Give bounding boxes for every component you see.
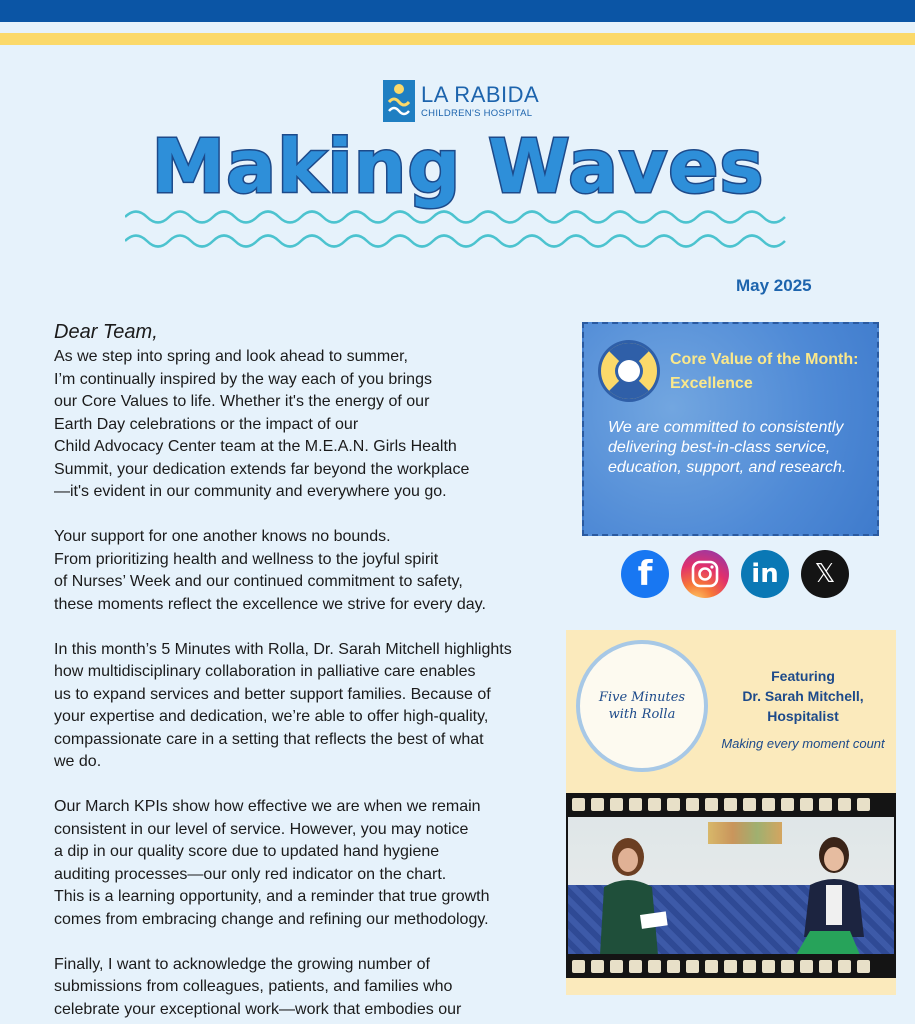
- five-minutes-feature[interactable]: [566, 630, 896, 995]
- feature-person-role: Hospitalist: [767, 708, 839, 724]
- core-value-heading: Core Value of the Month:: [670, 351, 859, 368]
- paragraph: [54, 954, 554, 1022]
- text-line: Earth Day celebrations or the impact of our: [54, 415, 359, 433]
- hospital-logo: [383, 80, 539, 122]
- greeting: Dear Team,: [54, 321, 158, 343]
- lifebuoy-icon: [596, 338, 662, 404]
- feature-tagline: Making every moment count: [721, 736, 885, 751]
- text-line: our Core Values to life. Whether it's the energy of our: [54, 393, 430, 410]
- facebook-icon[interactable]: f: [621, 550, 669, 598]
- newsletter-title: Making Waves: [151, 124, 765, 210]
- text-line: your expertise and dedication, we’re able to offer high-quality,: [54, 708, 489, 725]
- x-icon[interactable]: 𝕏: [801, 550, 849, 598]
- letter-body: [54, 320, 554, 1024]
- text-line: us to expand services and better support families. Because of: [54, 685, 491, 703]
- text-line: consistent in our level of service. However, you may notice: [54, 820, 469, 838]
- paragraph: [54, 639, 554, 774]
- text-line: Your support for one another knows no bounds.: [54, 528, 391, 545]
- core-value-card: [582, 322, 879, 536]
- badge-line: Five Minutes: [598, 690, 686, 705]
- logo-icon: [383, 80, 415, 122]
- accent-stripe: [0, 33, 915, 45]
- text-line: Finally, I want to acknowledge the growing number of: [54, 955, 430, 973]
- text-line: submissions from colleagues, patients, and families who: [54, 978, 453, 995]
- text-line: Our March KPIs show how effective we are when we remain: [54, 798, 481, 815]
- feature-person-name: Dr. Sarah Mitchell,: [742, 688, 864, 704]
- text-line: comes from embracing change and refining our methodology.: [54, 910, 489, 928]
- paragraph: [54, 346, 554, 504]
- social-links: [621, 550, 849, 598]
- text-line: In this month’s 5 Minutes with Rolla, Dr. Sarah Mitchell highlights: [54, 640, 512, 658]
- filmstrip: [566, 793, 896, 978]
- text-line: a dip in our quality score due to updated hand hygiene: [54, 843, 440, 860]
- text-line: Summit, your dedication extends far beyond the workplace: [54, 460, 470, 478]
- paragraph: [54, 796, 554, 931]
- interview-photo: [568, 817, 894, 954]
- waves-decoration: [125, 205, 790, 259]
- text-line: we do.: [54, 753, 102, 770]
- text-line: compassionate care in a setting that reflects the best of what: [54, 730, 484, 748]
- text-line: celebrate your exceptional work—work that embodies our: [54, 1000, 462, 1018]
- text-line: As we step into spring and look ahead to summer,: [54, 348, 408, 365]
- five-minutes-badge: [576, 640, 708, 772]
- logo-subtitle: CHILDREN'S HOSPITAL: [421, 107, 533, 119]
- text-line: —it's evident in our community and everywhere you go.: [54, 483, 447, 500]
- text-line: of Nurses’ Week and our continued commitment to safety,: [54, 573, 463, 590]
- feature-label: Featuring: [771, 668, 835, 684]
- linkedin-icon[interactable]: in: [741, 550, 789, 598]
- paragraph: [54, 526, 554, 616]
- text-line: how multidisciplinary collaboration in palliative care enables: [54, 663, 476, 680]
- film-holes-bottom: [572, 960, 870, 973]
- text-line: From prioritizing health and wellness to the joyful spirit: [54, 550, 439, 568]
- film-holes-top: [572, 798, 870, 811]
- core-value-description: We are committed to consistently delivering best-in-class service, education, support, and research.: [608, 419, 847, 476]
- text-line: these moments reflect the excellence we strive for every day.: [54, 595, 486, 613]
- instagram-icon[interactable]: [681, 550, 729, 598]
- text-line: I’m continually inspired by the way each of you brings: [54, 370, 432, 388]
- issue-date: May 2025: [736, 276, 812, 295]
- text-line: Child Advocacy Center team at the M.E.A.N. Girls Health: [54, 438, 457, 455]
- badge-line: with Rolla: [608, 707, 676, 722]
- text-line: auditing processes—our only red indicator on the chart.: [54, 865, 447, 883]
- text-line: This is a learning opportunity, and a reminder that true growth: [54, 888, 490, 905]
- top-banner-bar: [0, 0, 915, 22]
- core-value-name: Excellence: [670, 375, 753, 392]
- logo-name: LA RABIDA: [421, 81, 540, 107]
